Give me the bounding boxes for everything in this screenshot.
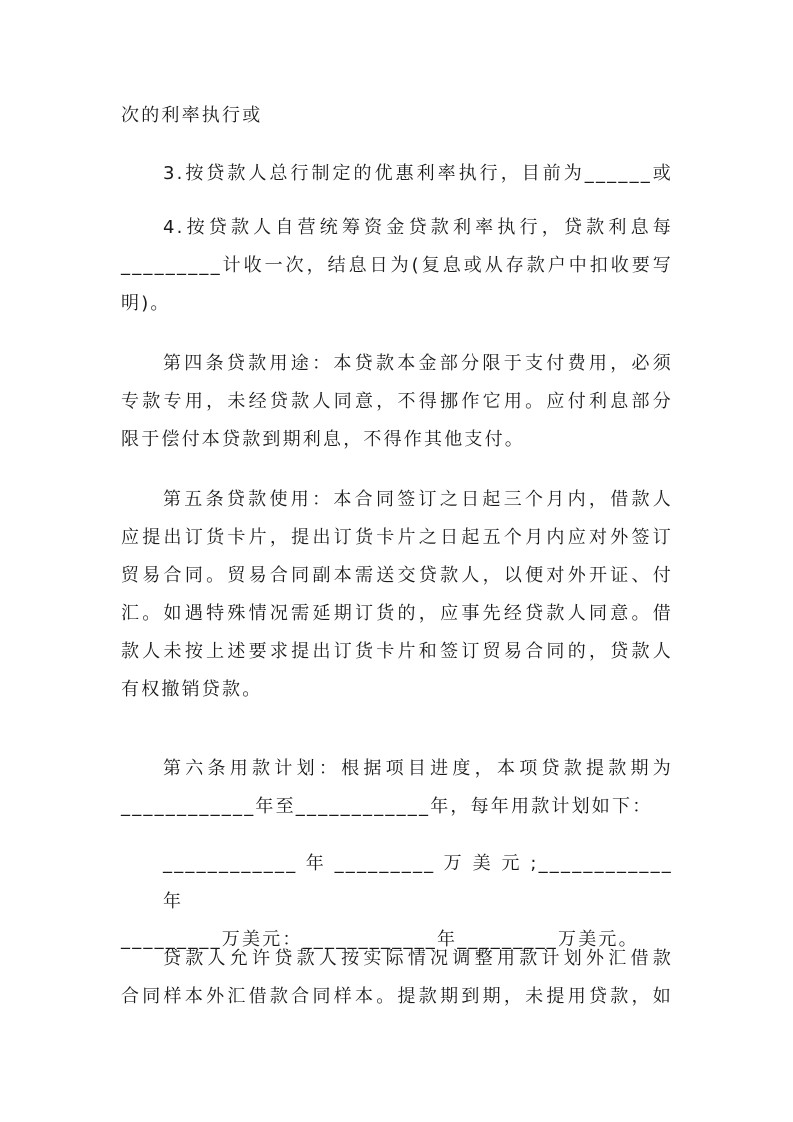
- paragraph-article-5-loan-usage: [121, 481, 673, 709]
- paragraph-rate-continuation: [121, 97, 673, 135]
- text-line: ____________ 年 _________ 万 美 元 ;____________ 年: [163, 853, 673, 912]
- text-line: 3.按贷款人总行制定的优惠利率执行，目前为______或: [163, 163, 673, 184]
- text-line: 4.按贷款人自营统筹资金贷款利率执行，贷款利息每: [163, 217, 673, 238]
- text-line: 贸易合同。贸易合同副本需送交贷款人，以便对外开证、付: [121, 565, 673, 586]
- text-line: 第六条用款计划：根据项目进度，本项贷款提款期为: [163, 758, 673, 779]
- text-line: 第四条贷款用途：本贷款本金部分限于支付费用，必须: [163, 353, 673, 374]
- text-line: 限于偿付本贷款到期利息，不得作其他支付。: [121, 429, 525, 450]
- text-line: 汇。如遇特殊情况需延期订货的，应事先经贷款人同意。借: [121, 603, 673, 624]
- paragraph-rate-option-4: [121, 209, 673, 323]
- text-line: 款人未按上述要求提出订货卡片和签订贸易合同的，贷款人: [121, 641, 673, 662]
- text-line: 第五条贷款使用：本合同签订之日起三个月内，借款人: [163, 489, 673, 510]
- paragraph-rate-option-3: [121, 155, 673, 193]
- text-line: 专款专用，未经贷款人同意，不得挪作它用。应付利息部分: [121, 391, 673, 412]
- paragraph-article-4-loan-purpose: [121, 345, 673, 459]
- text-line: 有权撤销贷款。: [121, 679, 263, 700]
- text-line: 贷款人允许贷款人按实际情况调整用款计划外汇借款: [163, 948, 673, 969]
- text-line: ____________年至____________年，每年用款计划如下：: [121, 796, 653, 817]
- text-line: 明)。: [121, 293, 171, 314]
- text-line: 合同样本外汇借款合同样本。提款期到期，未提用贷款，如: [121, 986, 673, 1007]
- text-line: 次的利率执行或: [121, 105, 263, 126]
- text-line: _________计收一次，结息日为(复息或从存款户中扣收要写: [121, 255, 673, 276]
- text-line: 应提出订货卡片，提出订货卡片之日起五个月内应对外签订: [121, 527, 673, 548]
- paragraph-article-6-drawdown-plan: [121, 750, 673, 826]
- text-line: _________万美元：____________年_________万美元。: [121, 929, 639, 950]
- paragraph-plan-adjustment: [121, 940, 673, 1016]
